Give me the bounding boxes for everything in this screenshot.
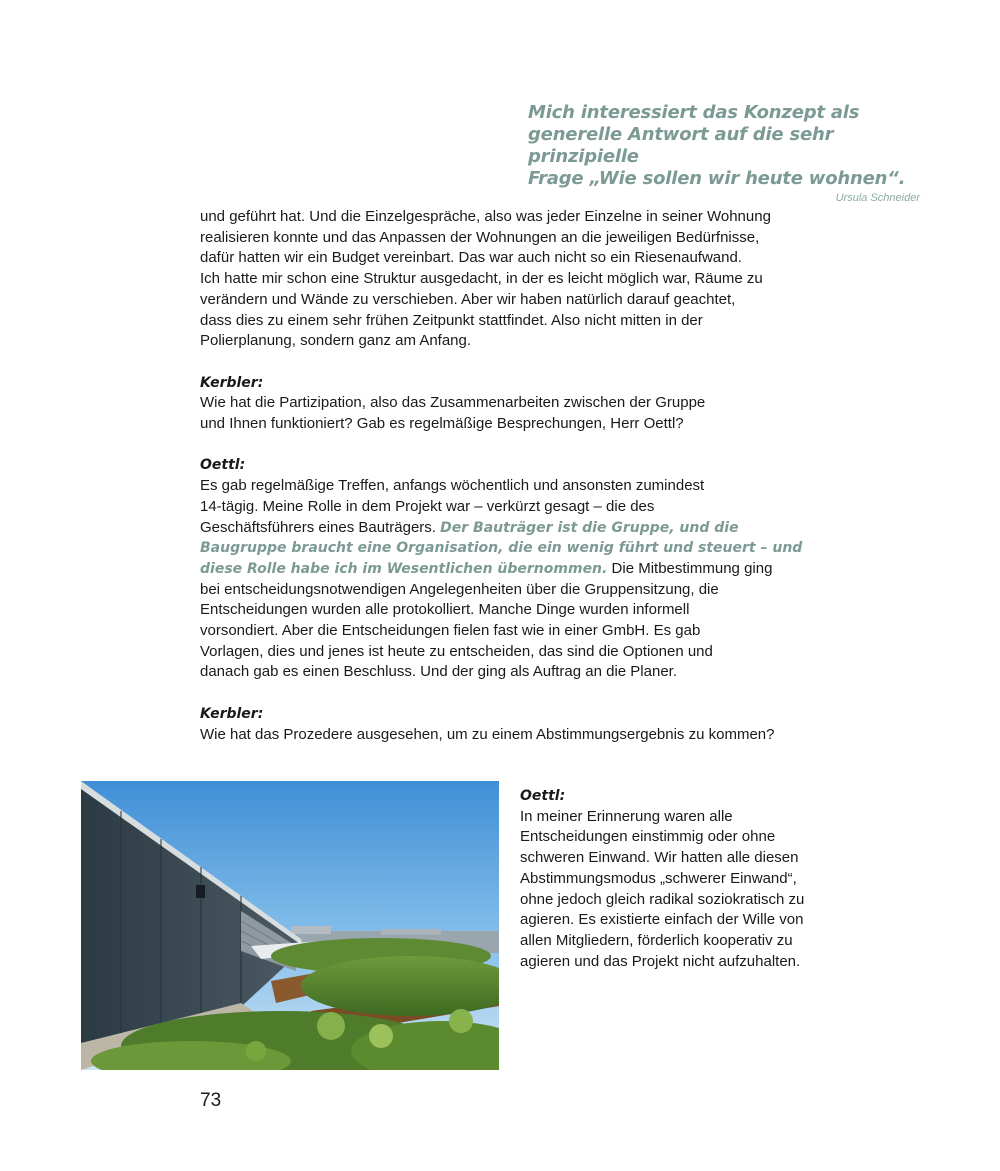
text-line: verändern und Wände zu verschieben. Aber wir haben natürlich darauf geachtet, [200, 290, 736, 308]
answer-paragraph [520, 807, 840, 973]
text-line: bei entscheidungsnotwendigen Angelegenheiten über die Gruppensitzung, die [200, 580, 719, 598]
question-paragraph: Wie hat das Prozedere ausgesehen, um zu einem Abstimmungsergebnis zu kommen? [200, 725, 775, 743]
text-line: Es gab regelmäßige Treffen, anfangs wöchentlich und ansonsten zumindest [200, 477, 705, 495]
speaker-label: Oettl: [520, 788, 566, 804]
text-line: danach gab es einen Beschluss. Und der ging als Auftrag an die Planer. [200, 663, 677, 681]
text-line: schweren Einwand. Wir hatten alle diesen [520, 849, 799, 867]
answer-paragraph [200, 476, 840, 683]
question-paragraph [200, 393, 840, 434]
text-line: allen Mitgliedern, förderlich kooperativ zu [520, 931, 793, 949]
pull-quote-line: generelle Antwort auf die sehr prinzipielle [528, 124, 834, 167]
text-line: agieren. Es existierte einfach der Wille von [520, 911, 804, 929]
paragraph-intro [200, 207, 840, 352]
main-text-column [200, 207, 840, 745]
text-line: und geführt hat. Und die Einzelgespräche, also was jeder Einzelne in seiner Wohnung [200, 208, 771, 225]
pull-quote [528, 102, 928, 204]
text-line: Entscheidungen wurden alle protokolliert. Manche Dinge wurden informell [200, 601, 690, 619]
pull-quote-author: Ursula Schneider [835, 192, 920, 204]
text-line: 14-tägig. Meine Rolle in dem Projekt war – verkürzt gesagt – die des [200, 497, 655, 515]
speaker-label: Kerbler: [200, 374, 264, 391]
text-line: dafür hatten wir ein Budget vereinbart. Das war auch nicht so ein Riesenaufwand. [200, 249, 742, 267]
text-line: Die Mitbestimmung ging [611, 559, 773, 577]
text-line: agieren und das Projekt nicht aufzuhalten. [520, 952, 801, 970]
pull-quote-line: Mich interessiert das Konzept als [528, 102, 860, 123]
text-line: Entscheidungen einstimmig oder ohne [520, 828, 776, 846]
text-line: Vorlagen, dies und jenes ist heute zu entscheiden, das sind die Optionen und [200, 642, 713, 660]
text-line: realisieren konnte und das Anpassen der Wohnungen an die jeweiligen Bedürfnisse, [200, 228, 760, 246]
text-line: vorsondiert. Aber die Entscheidungen fielen fast wie in einer GmbH. Es gab [200, 622, 701, 640]
text-line: Wie hat die Partizipation, also das Zusammenarbeiten zwischen der Gruppe [200, 394, 706, 412]
page-number: 73 [200, 1090, 222, 1111]
speaker-label: Oettl: [200, 457, 246, 474]
pull-quote-text [528, 102, 928, 190]
rooftop-garden-photo [81, 781, 499, 1070]
text-line: Polierplanung, sondern ganz am Anfang. [200, 332, 472, 350]
highlighted-quote: Baugruppe braucht eine Organisation, die ein wenig führt und steuert – und [200, 540, 803, 557]
side-text-column [520, 786, 840, 972]
text-line: Abstimmungsmodus „schwerer Einwand“, [520, 869, 797, 887]
text-line: und Ihnen funktioniert? Gab es regelmäßige Besprechungen, Herr Oettl? [200, 415, 684, 433]
text-line: Geschäftsführers eines Bauträgers. [200, 518, 436, 536]
text-line: Ich hatte mir schon eine Struktur ausgedacht, in der es leicht möglich war, Räume zu [200, 270, 763, 288]
text-line: ohne jedoch gleich radikal soziokratisch zu [520, 890, 805, 908]
highlighted-quote: Der Bauträger ist die Gruppe, und die [440, 519, 739, 536]
text-line: dass dies zu einem sehr frühen Zeitpunkt stattfindet. Also nicht mitten in der [200, 311, 703, 329]
speaker-label: Kerbler: [200, 705, 264, 722]
highlighted-quote: diese Rolle habe ich im Wesentlichen übernommen. [200, 560, 608, 577]
pull-quote-line: Frage „Wie sollen wir heute wohnen“. [528, 168, 906, 189]
text-line: In meiner Erinnerung waren alle [520, 807, 733, 825]
